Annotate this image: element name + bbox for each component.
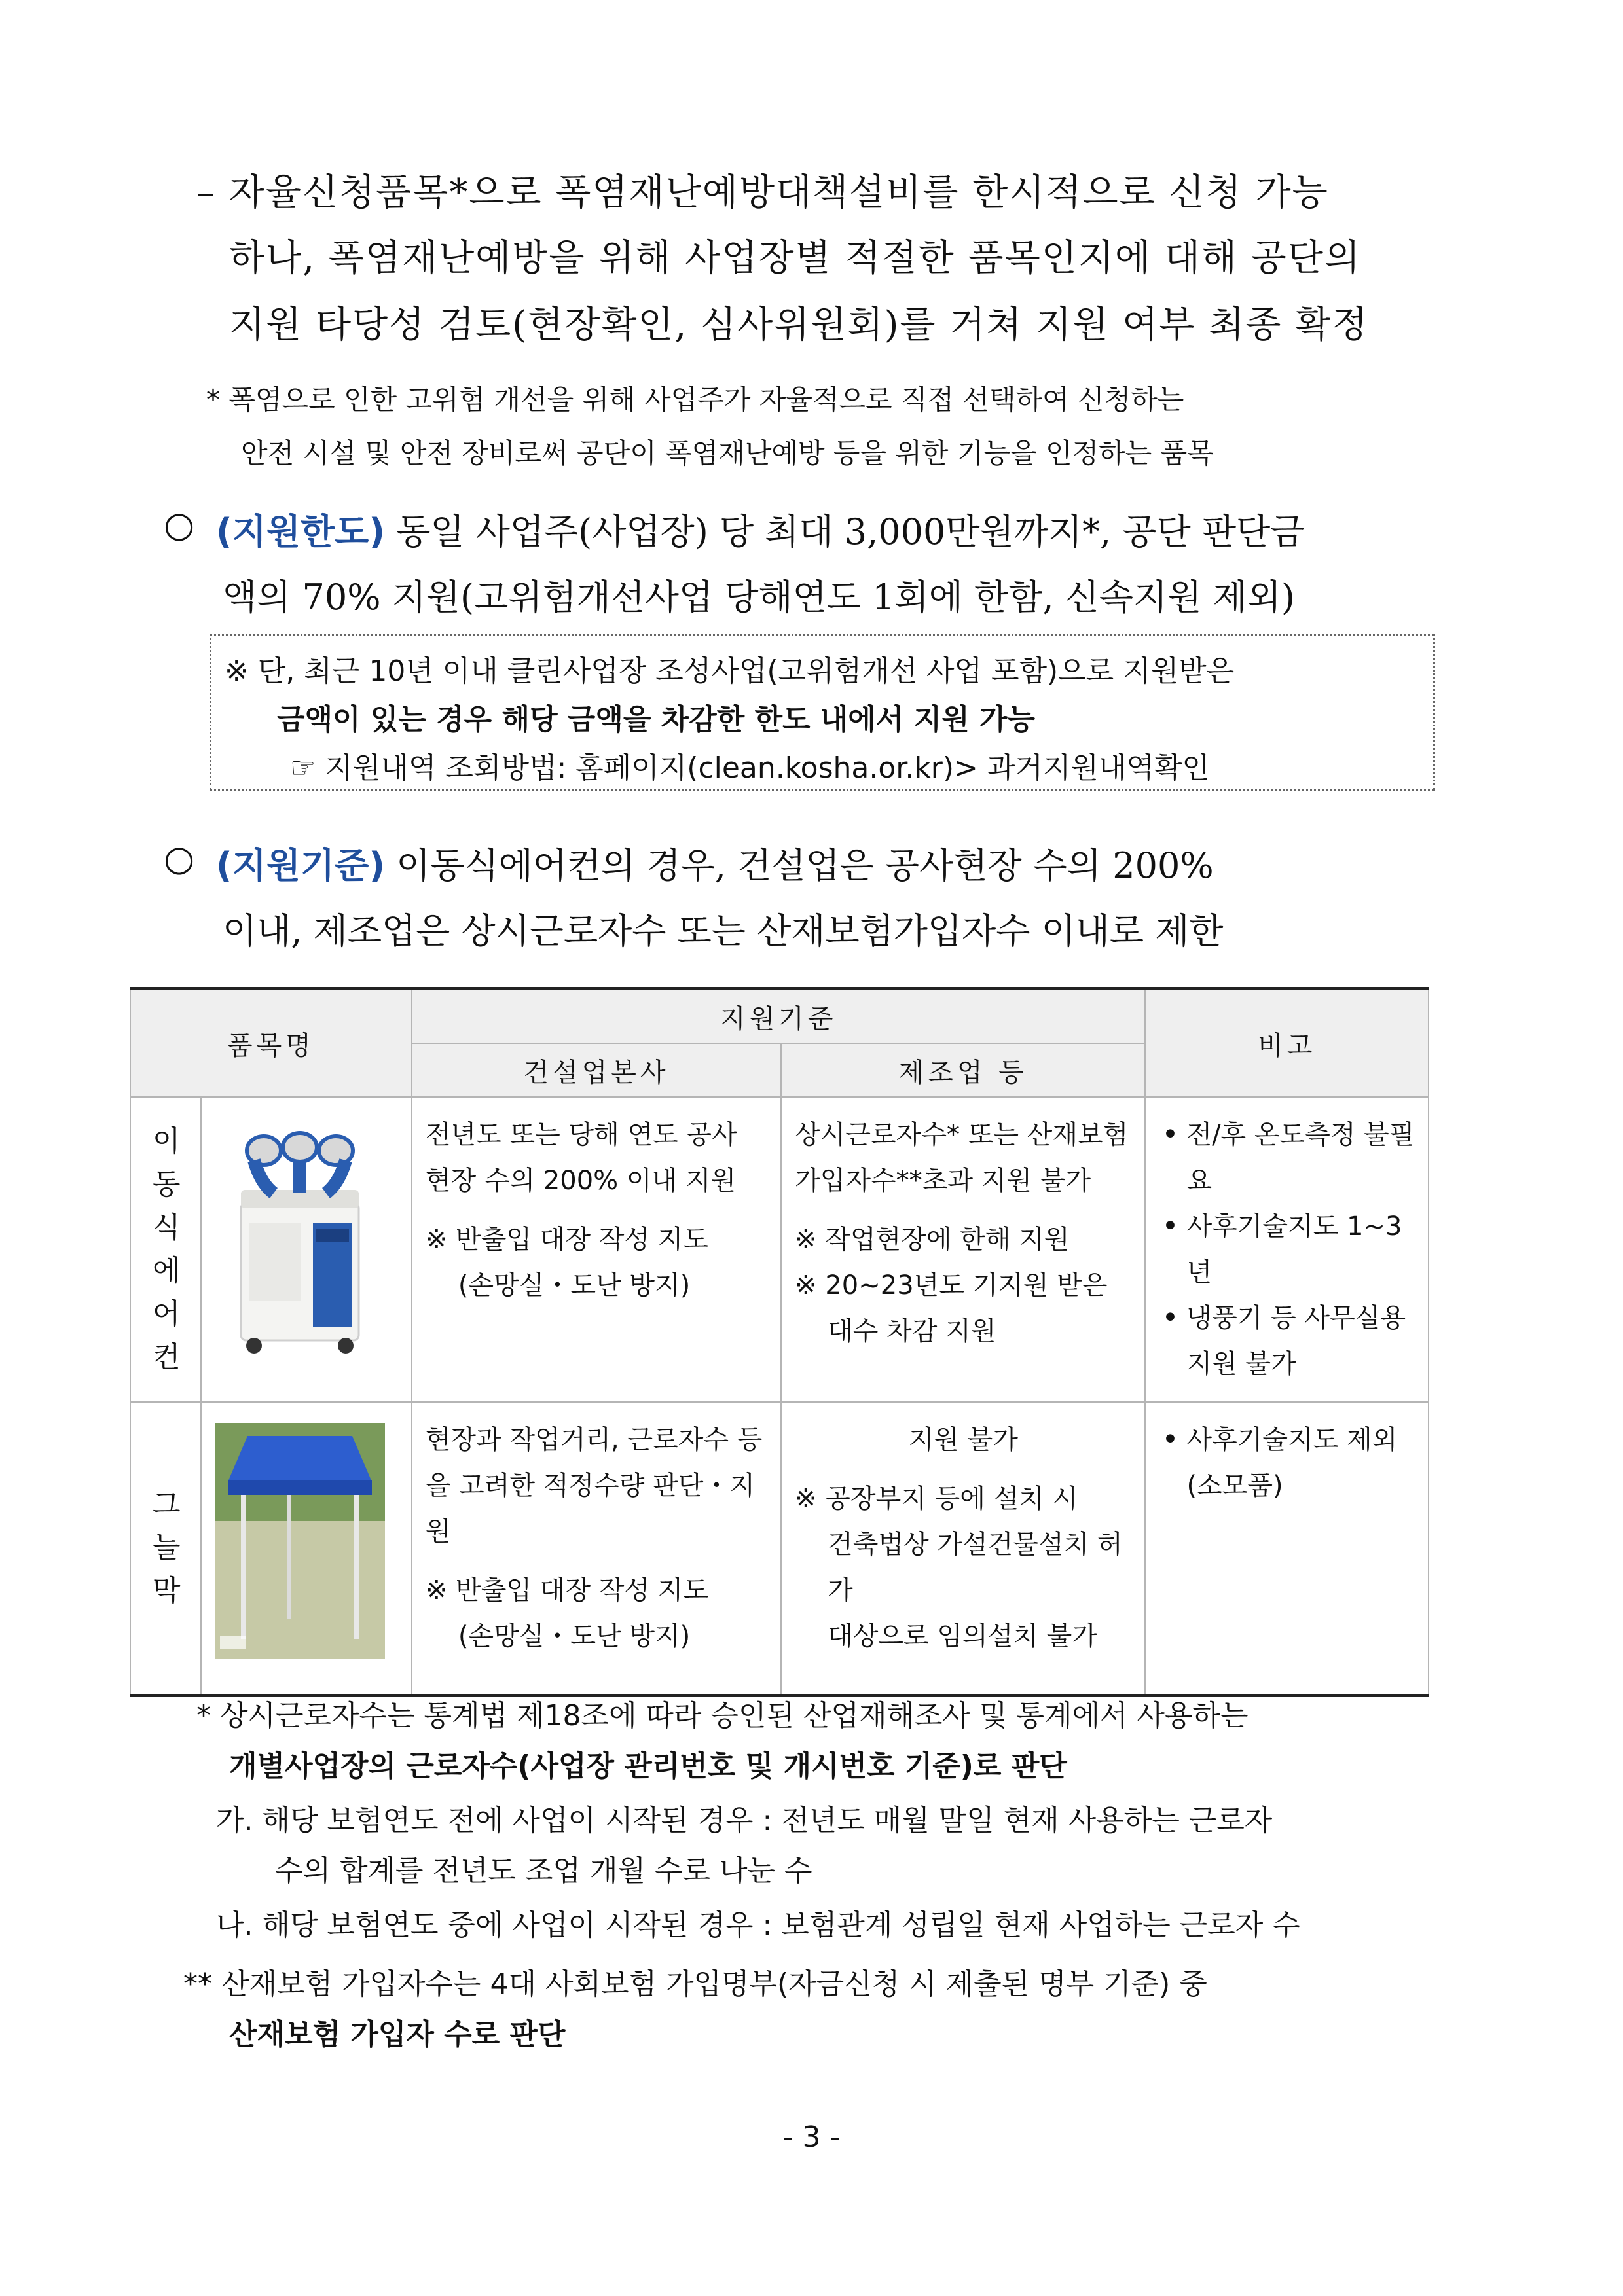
box-line-1: ※ 단, 최근 10년 이내 클린사업장 조성사업(고위험개선 사업 포함)으로 지원받은 — [225, 655, 1235, 688]
item-name-char: 동 — [152, 1168, 181, 1201]
item-name-vertical — [130, 1402, 201, 1695]
item-name-vertical — [130, 1097, 201, 1402]
note-ga-1: 가. 해당 보험연도 전에 사업이 시작된 경우 : 전년도 매월 말일 현재 사용하는 근로자 — [216, 1804, 1273, 1837]
header-criteria: 지원기준 — [412, 989, 1146, 1044]
manufacturing-note: 건축법상 가설건물설치 허가 — [828, 1530, 1123, 1605]
header-item: 품목명 — [130, 989, 412, 1098]
manufacturing-note: ※ 공장부지 등에 설치 시 — [795, 1484, 1078, 1514]
remark-item: • 전/후 온도측정 불필요 — [1159, 1112, 1415, 1204]
limit-line-2: 액의 70% 지원(고위험개선사업 당해연도 1회에 한함, 신속지원 제외) — [223, 577, 1295, 618]
limit-heading: (지원한도) — [216, 511, 386, 552]
construction-text: 현장 수의 200% 이내 지원 — [425, 1166, 737, 1196]
item-name-char: 식 — [152, 1211, 181, 1244]
remark-item: • 사후기술지도 1~3년 — [1159, 1204, 1415, 1295]
intro-line-3: 지원 타당성 검토(현장확인, 심사위원회)를 거쳐 지원 여부 최종 확정 — [229, 304, 1369, 346]
item-image-cell — [201, 1097, 412, 1402]
box-line-3: ☞ 지원내역 조회방법: 홈페이지(clean.kosha.or.kr)> 과거지원내역확인 — [290, 751, 1210, 785]
item-name-char: 이 — [152, 1124, 181, 1158]
construction-note: ※ 반출입 대장 작성 지도 — [425, 1225, 708, 1255]
item-name-char: 컨 — [152, 1340, 181, 1374]
note-1a: * 상시근로자수는 통계법 제18조에 따라 승인된 산업재해조사 및 통계에서 사용하는 — [196, 1699, 1249, 1732]
manufacturing-note: 대수 차감 지원 — [828, 1316, 996, 1346]
item-name-char: 늘 — [152, 1531, 181, 1565]
limit-line-1: 동일 사업주(사업장) 당 최대 3,000만원까지*, 공단 판단금 — [396, 511, 1305, 552]
construction-text: 현장과 작업거리, 근로자수 등 — [425, 1425, 763, 1455]
construction-text: 전년도 또는 당해 연도 공사 — [425, 1120, 737, 1150]
note-na: 나. 해당 보험연도 중에 사업이 시작된 경우 : 보험관계 성립일 현재 사업하는 근로자 수 — [216, 1909, 1300, 1942]
deduction-note-box — [210, 634, 1435, 791]
manufacturing-text: 지원 불가 — [908, 1425, 1018, 1455]
canopy-tent-photo — [215, 1423, 385, 1659]
item-name-char: 그 — [152, 1488, 181, 1522]
support-criteria-table — [130, 987, 1429, 1697]
intro-line-1: – 자율신청품목*으로 폭염재난예방대책설비를 한시적으로 신청 가능 — [196, 171, 1329, 214]
criteria-line-1: 이동식에어컨의 경우, 건설업은 공사현장 수의 200% — [396, 845, 1214, 886]
manufacturing-text: 가입자수**초과 지원 불가 — [795, 1166, 1091, 1196]
note-2a: ** 산재보험 가입자수는 4대 사회보험 가입명부(자금신청 시 제출된 명부 기준) 중 — [183, 1967, 1207, 2001]
construction-cell — [412, 1097, 781, 1402]
header-construction: 건설업본사 — [412, 1043, 781, 1097]
box-line-2: 금액이 있는 경우 해당 금액을 차감한 한도 내에서 지원 가능 — [277, 703, 1035, 736]
limit-marker: ○ — [164, 504, 195, 545]
criteria-marker: ○ — [164, 838, 195, 879]
criteria-heading: (지원기준) — [216, 845, 386, 886]
intro-footnote-2: 안전 시설 및 안전 장비로써 공단이 폭염재난예방 등을 위한 기능을 인정하는 품목 — [241, 437, 1214, 469]
table-row — [130, 1402, 1429, 1695]
manufacturing-text: 상시근로자수* 또는 산재보험 — [795, 1120, 1129, 1150]
portable-air-conditioner-photo — [215, 1124, 385, 1360]
item-name-char: 에 — [152, 1254, 181, 1287]
table-row — [130, 1097, 1429, 1402]
limit-heading-line — [216, 504, 1304, 554]
note-ga-2: 수의 합계를 전년도 조업 개월 수로 나눈 수 — [275, 1854, 812, 1888]
remarks-cell — [1145, 1402, 1429, 1695]
item-name-char: 막 — [152, 1574, 181, 1608]
remarks-cell — [1145, 1097, 1429, 1402]
manufacturing-cell — [781, 1402, 1145, 1695]
manufacturing-note: ※ 20~23년도 기지원 받은 — [795, 1270, 1108, 1300]
criteria-heading-line — [216, 838, 1214, 888]
construction-note: (손망실・도난 방지) — [458, 1621, 691, 1651]
item-image-cell — [201, 1402, 412, 1695]
item-name-char: 어 — [152, 1297, 181, 1331]
manufacturing-cell — [781, 1097, 1145, 1402]
manufacturing-note: ※ 작업현장에 한해 지원 — [795, 1225, 1070, 1255]
note-2b: 산재보험 가입자 수로 판단 — [229, 2018, 566, 2051]
header-remarks: 비고 — [1145, 989, 1429, 1098]
construction-cell — [412, 1402, 781, 1695]
construction-note: ※ 반출입 대장 작성 지도 — [425, 1575, 708, 1605]
header-manufacturing: 제조업 등 — [781, 1043, 1145, 1097]
construction-note: (손망실・도난 방지) — [458, 1270, 691, 1300]
construction-text: 을 고려한 적정수량 판단・지원 — [425, 1471, 756, 1547]
intro-line-2: 하나, 폭염재난예방을 위해 사업장별 적절한 품목인지에 대해 공단의 — [229, 237, 1362, 279]
intro-footnote-1: * 폭염으로 인한 고위험 개선을 위해 사업주가 자율적으로 직접 선택하여 신청하는 — [206, 384, 1184, 416]
manufacturing-note: 대상으로 임의설치 불가 — [828, 1621, 1097, 1651]
remark-item: • 냉풍기 등 사무실용 지원 불가 — [1159, 1295, 1415, 1387]
criteria-line-2: 이내, 제조업은 상시근로자수 또는 산재보험가입자수 이내로 제한 — [223, 910, 1224, 952]
page-number: - 3 - — [782, 2121, 841, 2154]
remark-item: • 사후기술지도 제외 (소모품) — [1159, 1417, 1415, 1509]
note-1b: 개별사업장의 근로자수(사업장 관리번호 및 개시번호 기준)로 판단 — [229, 1749, 1067, 1783]
